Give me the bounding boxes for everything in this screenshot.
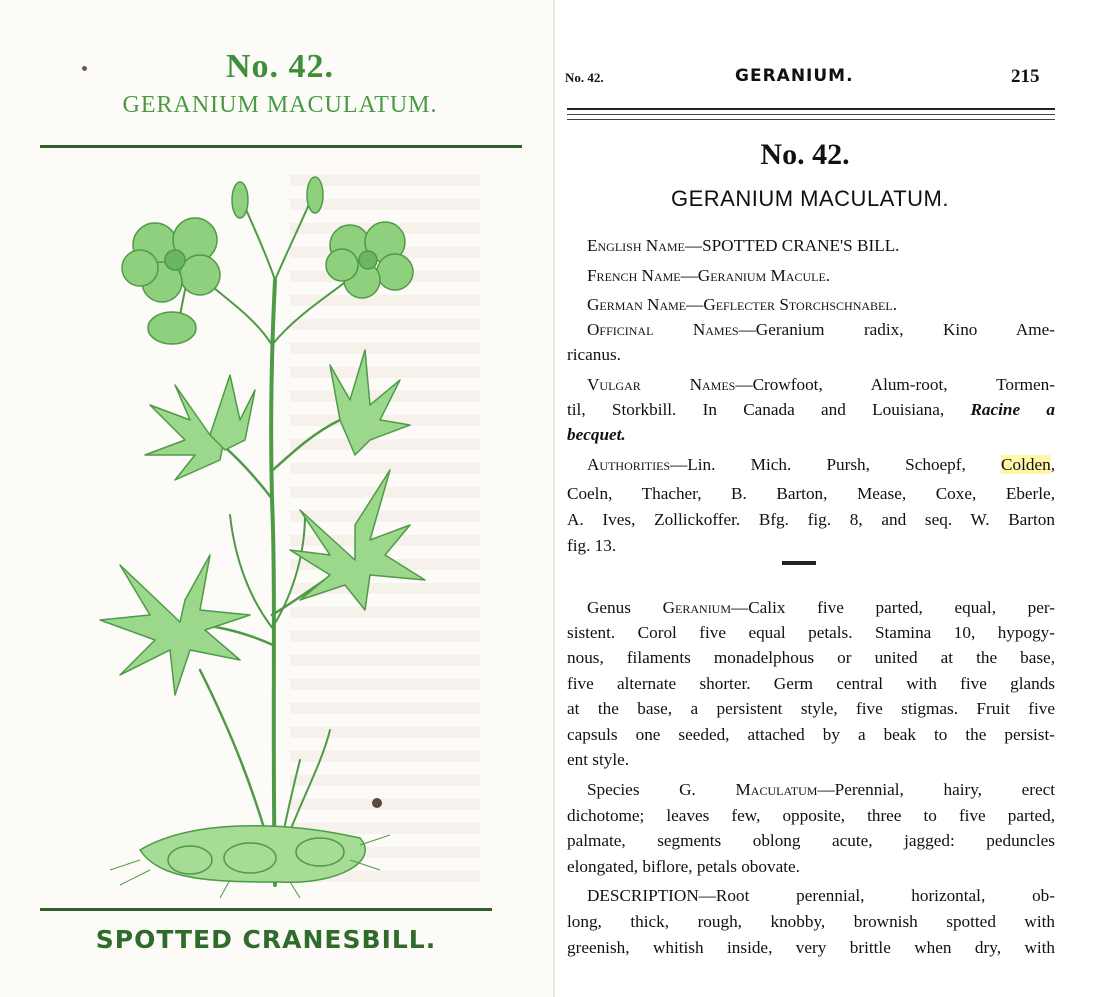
english-name-line: English Name—SPOTTED CRANE'S BILL.: [587, 236, 900, 255]
header-rule: [567, 108, 1055, 110]
authorities-cont: fig. 13.: [567, 536, 617, 555]
german-name-line: German Name—Geflecter Storchschnabel.: [587, 295, 898, 314]
genus-cont: nous, filaments monadelphous or united at the base,: [567, 648, 1055, 667]
plate-top-rule: [40, 145, 522, 148]
officinal-names-cont: ricanus.: [567, 345, 621, 364]
geranium-illustration: [80, 170, 480, 900]
description-line: DESCRIPTION—Root perennial, horizontal, ob-: [587, 886, 1055, 905]
genus-cont: at the base, a persistent style, five stigmas. Fruit five: [567, 699, 1055, 718]
entry-number: No. 42.: [760, 138, 850, 171]
header-rule: [567, 114, 1055, 115]
section-divider: [782, 561, 816, 565]
header-rule: [567, 119, 1055, 120]
entry-latin-name: GERANIUM MACULATUM.: [671, 186, 949, 211]
plate-bottom-rule: [40, 908, 492, 911]
description-cont: long, thick, rough, knobby, brownish spotted with: [567, 912, 1055, 931]
plate-number: No. 42.: [225, 48, 335, 85]
highlighted-word: Colden: [1001, 455, 1051, 474]
species-line: Species G. Maculatum—Perennial, hairy, erect: [587, 780, 1055, 799]
french-name-line: French Name—Geranium Macule.: [587, 266, 831, 285]
genus-cont: capsuls one seeded, attached by a beak to the persist-: [567, 725, 1055, 744]
running-header-number: No. 42.: [565, 70, 604, 85]
vulgar-names-cont2: becquet.: [567, 425, 626, 444]
species-cont: palmate, segments oblong acute, jagged: peduncles: [567, 831, 1055, 850]
species-cont: elongated, biflore, petals obovate.: [567, 857, 800, 876]
genus-cont: ent style.: [567, 750, 630, 769]
genus-cont: five alternate shorter. Germ central with five glands: [567, 674, 1055, 693]
vulgar-names-cont: til, Storkbill. In Canada and Louisiana, Racine a: [567, 400, 1055, 419]
authorities-cont: A. Ives, Zollickoffer. Bfg. fig. 8, and seq. W. Barton: [567, 510, 1055, 529]
running-header-title: GERANIUM.: [735, 66, 854, 86]
genus-cont: sistent. Corol five equal petals. Stamina 10, hypogy-: [567, 623, 1055, 642]
text-page: [555, 0, 1100, 997]
plate-common-name: SPOTTED CRANESBILL.: [95, 925, 437, 954]
description-cont: greenish, whitish inside, very brittle when dry, with: [567, 938, 1055, 957]
page-number: 215: [1011, 66, 1040, 87]
ink-spot: [82, 66, 87, 71]
vulgar-names-line: Vulgar Names—Crowfoot, Alum-root, Tormen-: [587, 375, 1055, 394]
ink-spot: [372, 798, 382, 808]
species-cont: dichotome; leaves few, opposite, three to five parted,: [567, 806, 1055, 825]
officinal-names-line: Officinal Names—Geranium radix, Kino Ame-: [587, 320, 1055, 339]
plate-latin-name: GERANIUM MACULATUM.: [122, 92, 438, 118]
authorities-line: Authorities—Lin. Mich. Pursh, Schoepf, Colden,: [587, 455, 1055, 474]
authorities-cont: Coeln, Thacher, B. Barton, Mease, Coxe, Eberle,: [567, 484, 1055, 503]
genus-line: Genus Geranium—Calix five parted, equal, per-: [587, 598, 1055, 617]
